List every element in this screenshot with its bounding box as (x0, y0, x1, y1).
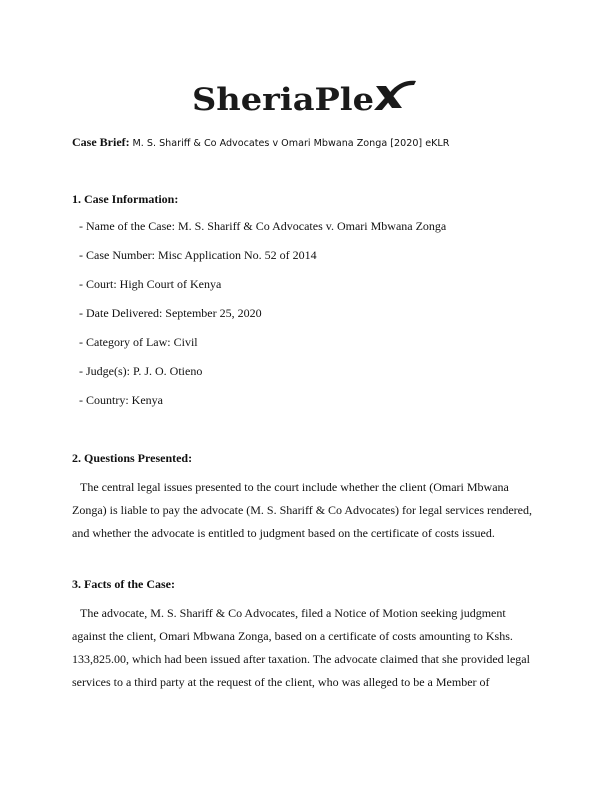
section-heading-facts: 3. Facts of the Case: (72, 577, 175, 591)
case-info-judges: - Judge(s): P. J. O. Otieno (79, 364, 203, 378)
case-brief-title: M. S. Shariff & Co Advocates v Omari Mbwana Zonga [2020] eKLR (132, 138, 450, 149)
paragraph-line: and whether the advocate is entitled to judgment based on the certificate of costs issued. (72, 526, 495, 540)
paragraph-line: against the client, Omari Mbwana Zonga, based on a certificate of costs amounting to Kshs. (72, 629, 513, 643)
logo-wordmark: SheriaPle (192, 82, 374, 118)
case-brief-label: Case Brief: (72, 135, 130, 149)
case-info-category: - Category of Law: Civil (79, 335, 198, 349)
facts-paragraph (72, 602, 542, 694)
section-heading-case-information: 1. Case Information: (72, 192, 179, 206)
sheriaplex-logo-graphic (190, 72, 420, 122)
case-info-name: - Name of the Case: M. S. Shariff & Co Advocates v. Omari Mbwana Zonga (79, 219, 447, 233)
section-heading-questions-presented: 2. Questions Presented: (72, 451, 193, 465)
paragraph-line: The central legal issues presented to the court include whether the client (Omari Mbwana (80, 480, 509, 494)
logo-x-mark (374, 81, 416, 110)
paragraph-line: Zonga) is liable to pay the advocate (M. S. Shariff & Co Advocates) for legal services rendered, (72, 503, 532, 517)
case-brief-line (72, 135, 552, 151)
paragraph-line: The advocate, M. S. Shariff & Co Advocates, filed a Notice of Motion seeking judgment (80, 606, 506, 620)
case-information-list (79, 219, 446, 422)
sheriaplex-logo (190, 72, 420, 122)
paragraph-line: services to a third party at the request of the client, who was alleged to be a Member of (72, 675, 490, 689)
case-info-number: - Case Number: Misc Application No. 52 of 2014 (79, 248, 317, 262)
questions-presented-paragraph (72, 476, 542, 545)
case-info-court: - Court: High Court of Kenya (79, 277, 222, 291)
paragraph-line: 133,825.00, which had been issued after taxation. The advocate claimed that she provided legal (72, 652, 530, 666)
case-info-date: - Date Delivered: September 25, 2020 (79, 306, 262, 320)
case-info-country: - Country: Kenya (79, 393, 163, 407)
